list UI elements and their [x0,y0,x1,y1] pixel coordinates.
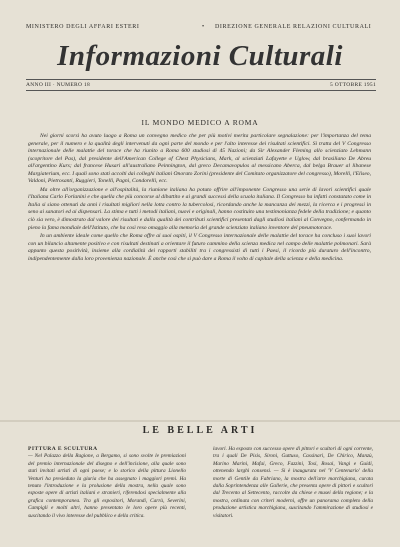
article-paragraph: Nei giorni scorsi ha avuto luogo a Roma un convegno medico che per più motivi merita particolare segnalazione: per l'importanza del tema generale, per il numero e la qualità degli intervenuti da ogni parte del mondo e per l'alto interesse dei risultati scientifici. Si tratta del V Congresso internazionale delle malattie del torace che ha riunito a Roma 600 studiosi di 45 Nazioni; da Sir Alexander Fleming allo scienziato Lehmann (scopritore del Pas), dal presidente dell'American College of Chest Physicians, Mark, al scienziati Lafayette e Uglow, dal brasiliano De Abreu all'argentino Kurs; dal francese Husari all'australiano Peinnington, dal greco Decamavopulos al messicano Aberca, dal belga Brauer al libanese Margiaterium, ecc. I quali sono stati accolti dai colleghi italiani Onorato Zorini (presidente del Comitato organizzatore del congresso), Morelli, l'Eliseo, Valdoni, Pietrosanti, Ruggieri, Tonelli, Pagni, Condorelli, ecc. [28,133,371,185]
header-separator: • [202,24,205,30]
ministry-name: MINISTERO DEGLI AFFARI ESTERI [26,24,140,30]
right-column [213,446,373,547]
left-column-text: — Nel Palazzo della Ragione, a Bergamo, si sono svolte le premiazioni del premio internazionale del disegno e dell'incisione, alla quale sono stati invitati artisti di ogni paese; e lo storico della pittura Lionello Venturi ha presieduto la giuria che ha assegnato i maggiori premi. Ha tenuto l'introduzione e la prolusione della mostra, nella quale sono esposte opere di artisti italiani e stranieri, riferendosi specialmente alla grafica contemporanea. Tra gli espositori, Morandi, Carrà, Severini, Campigli e molti altri, hanno presentato le loro opere più recenti, suscitando il vivo interesse del pubblico e della critica. [28,453,186,519]
left-column [28,446,186,547]
article-body [28,133,371,376]
article-paragraph: Ma oltre all'organizzazione e all'ospitalità, la riunione italiana ha potuto offrire all'imponente Congresso una serie di lavori scientifici quale l'Italiana Carlo Forlanini e che quella che più concorse al dibattito e ai grandi successi della scuola italiana. Il Congresso ha infatti constatato come in Italia si siano ottenuti da anni i risultati migliori nella lotta contro la tubercolosi, ricordando anche la mancanza dei mezzi, la ricerca e i progressi in seno ai sanatori ed ai dispensari. La stima e tutti i metodi italiani, nuovi e originali, hanno costituito una testimonianza fedele della tradizione; e quanto ciò sia vero, è dimostrato dal valore dei risultati e dalla qualità dei contributi scientifici presentati dagli studiosi italiani al Convegno, confermando in pieno la fama mondiale dell'Istituto, che ha così reso omaggio alla memoria del grande scienziato italiano inventore del pneumotorace. [28,186,371,231]
issue-date: 5 OTTOBRE 1951 [330,82,376,88]
issue-number: ANNO III · NUMERO 18 [26,82,91,88]
article-paragraph: In un ambiente ideale come quello che Roma offre ai suoi ospiti, il V Congresso internazionale delle malattie del torace ha concluso i suoi lavori con un bilancio altamente positivo e con risultati destinati a orientare il futuro cammino della scienza medica nel campo delle malattie polmonari. Sarà appunto questa positività, insieme alla cordialità dei rapporti stabiliti tra i congressisti di tutti i Paesi, il ricordo più duraturo dell'incontro, indipendentemente dalla loro provenienza nazionale. È anche così che si può dare a Roma il volto di capitale della scienza e della medicina. [28,233,371,262]
publication-title: Informazioni Culturali [57,40,343,72]
masthead-rule-bottom [26,90,376,91]
masthead-top-row [26,23,376,32]
masthead-rule-top [26,79,376,80]
right-column-text: lavori. Ha esposto con successo opere di pittori e scultori di ogni corrente, tra i quali De Pisis, Sironi, Guttuso, Cassinari, De Chirico, Manzù, Marino Marini, Mafai, Greco, Fazzini, Tosi, Rosai, Vangi e Guidi, ottenendo larghi consensi. — Si è inaugurata nel 'V Centenario' della morte di Gentile da Fabriano, la mostra dell'arte marchigiana, curata dalla Soprintendenza alle Gallerie, che presenta opere di pittori e scultori dal Trecento al Settecento, raccolte da chiese e musei della regione; e la mostra, ordinata con criteri moderni, offre un panorama completo della produzione artistica marchigiana, suscitando l'ammirazione di studiosi e visitatori. [213,446,373,519]
page-fold [0,420,400,422]
article-heading: IL MONDO MEDICO A ROMA [141,118,259,127]
directorate-name: DIREZIONE GENERALE RELAZIONI CULTURALI [215,24,372,30]
column-subhead: PITTURA E SCULTURA [28,446,98,452]
section-title: LE BELLE ARTI [142,425,258,436]
